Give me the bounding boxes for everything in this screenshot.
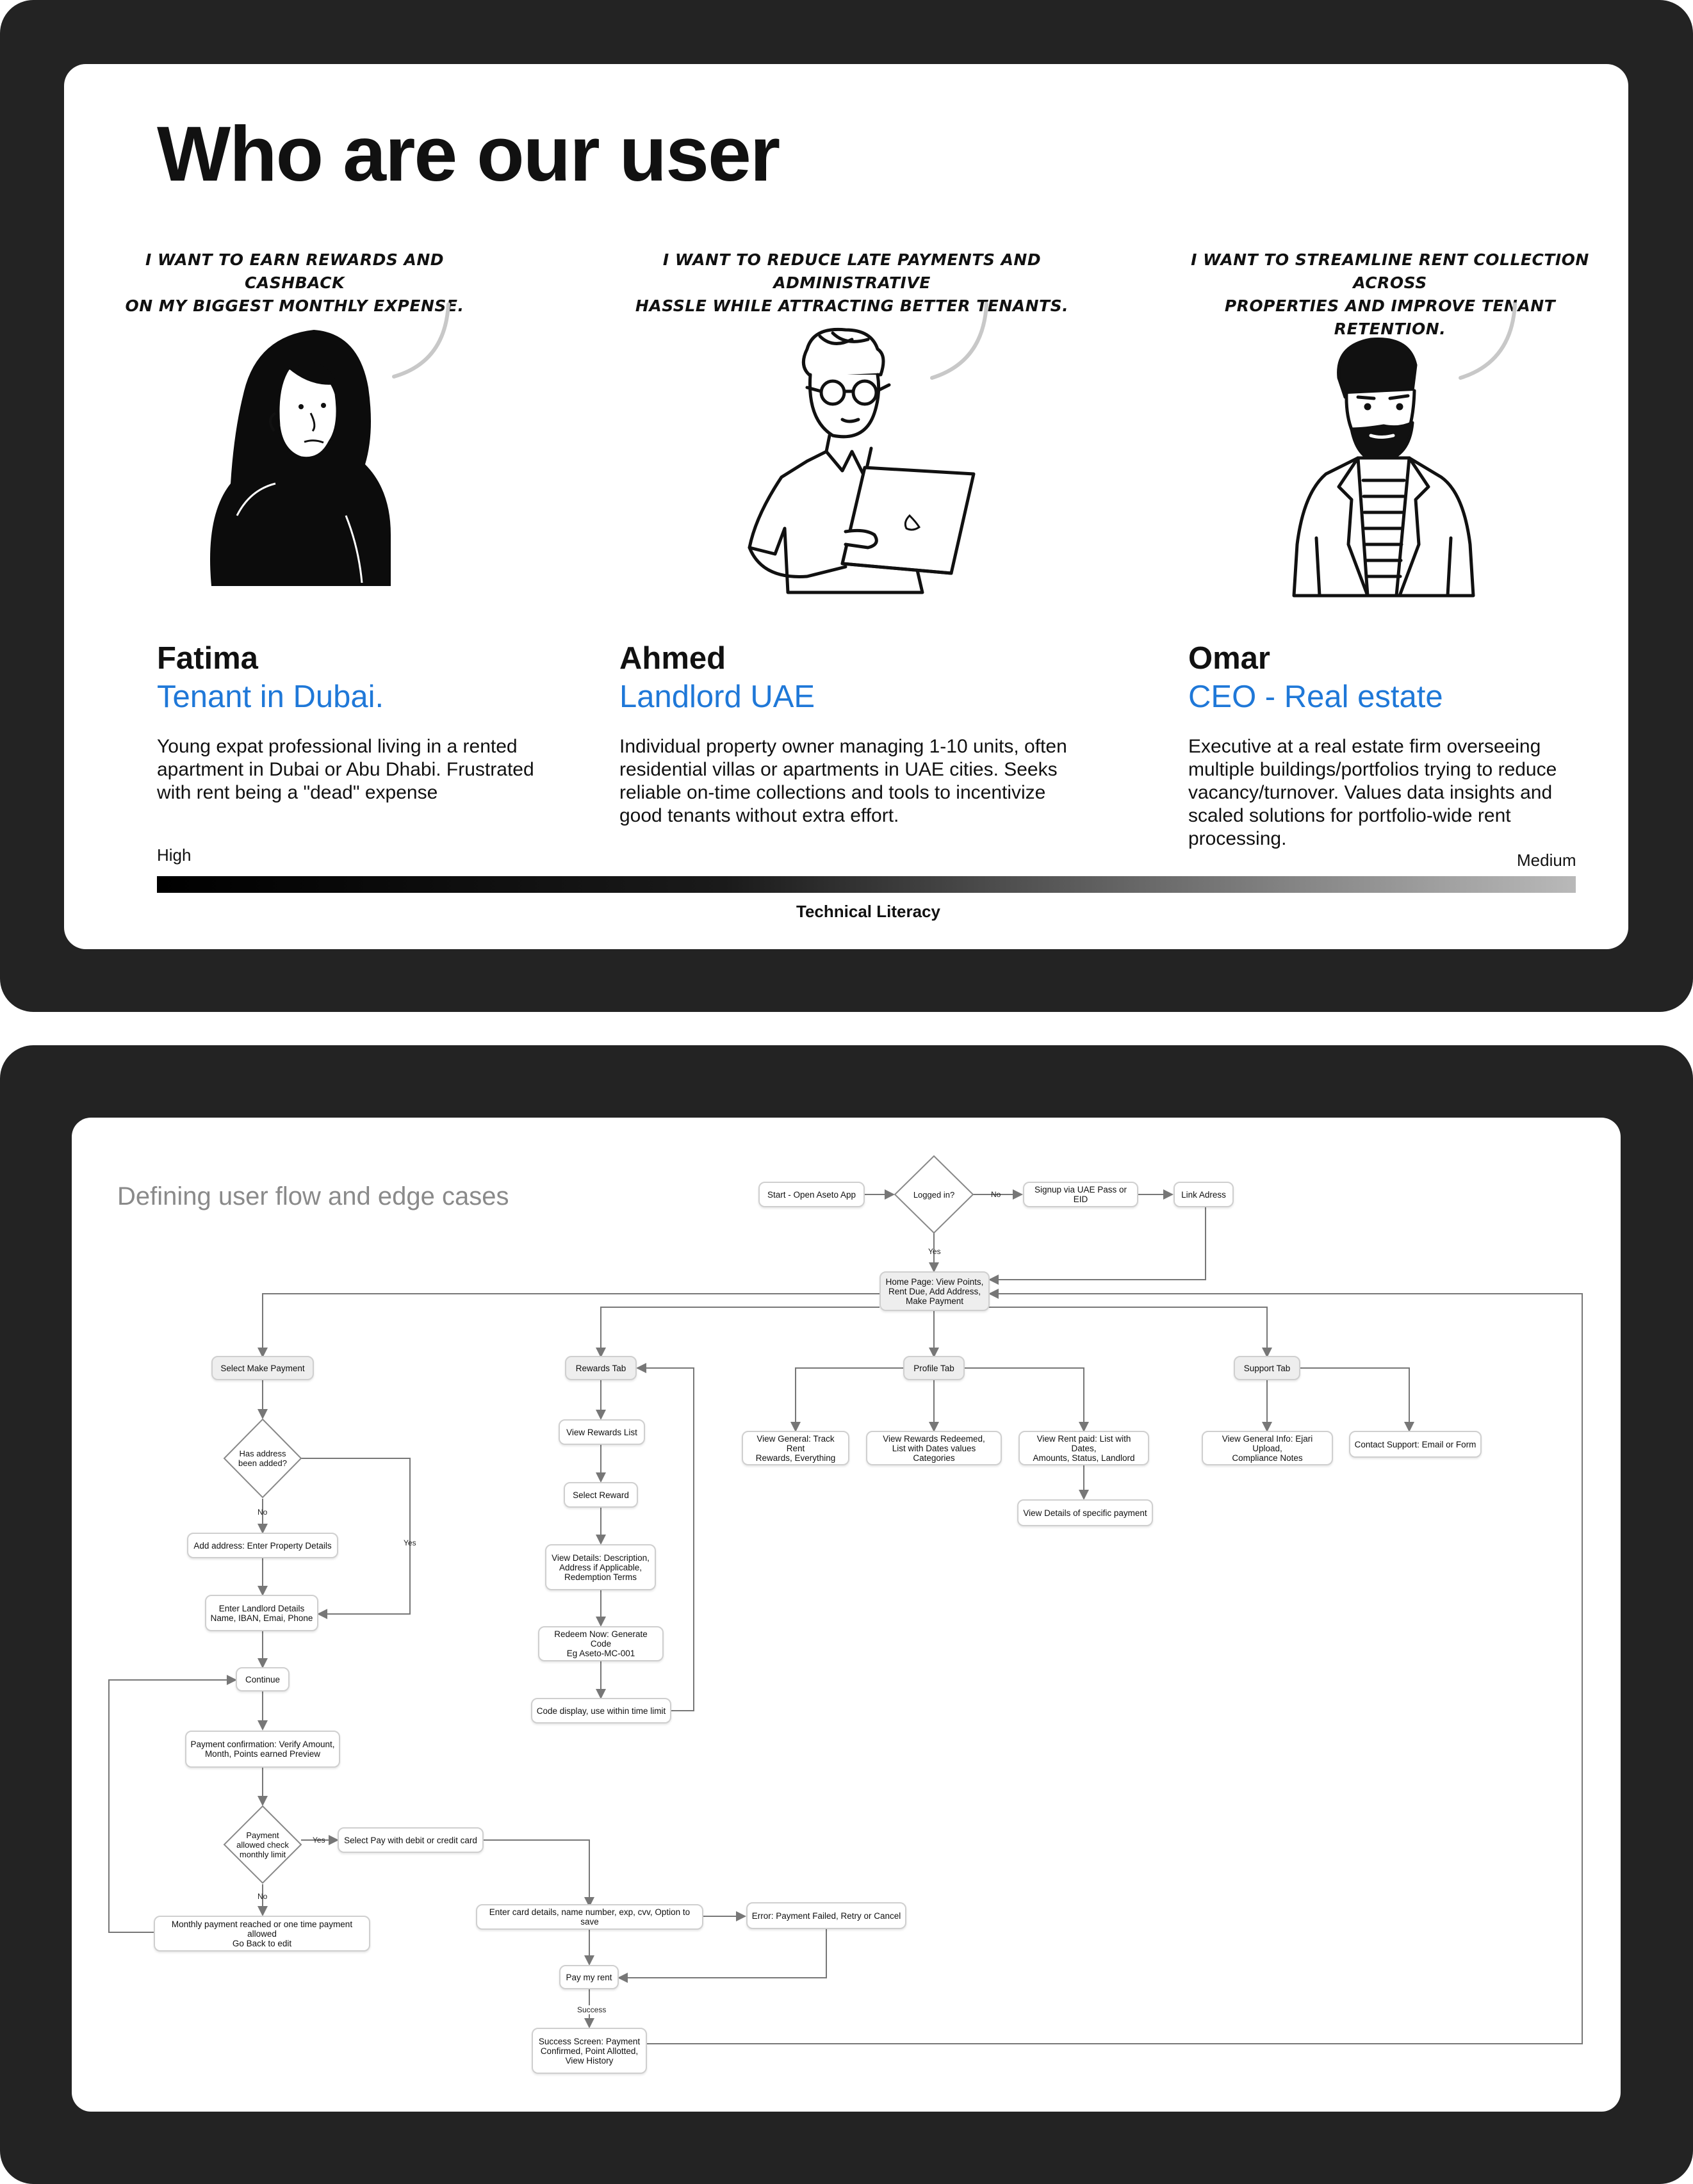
node-view-rewards-list: View Rewards List (559, 1419, 645, 1445)
edge-label-yes-landlord: Yes (404, 1538, 416, 1547)
edge-profile-general (796, 1368, 903, 1431)
edge-profile-rent (964, 1368, 1084, 1431)
scale-axis-label: Technical Literacy (796, 902, 940, 921)
scale-low-label: High (157, 845, 192, 865)
node-redeem: Redeem Now: Generate Code Eg Aseto-MC-001 (538, 1626, 664, 1661)
node-view-rewards-redeemed: View Rewards Redeemed, List with Dates values Categories (866, 1431, 1002, 1465)
edge-label-no-limit: No (258, 1892, 268, 1901)
node-continue: Continue (236, 1667, 290, 1691)
page-title: Who are our user (157, 110, 780, 197)
edge-link-home (990, 1207, 1206, 1280)
persona-quote-fatima: I WANT TO EARN REWARDS AND CASHBACK ON MY BIGGEST MONTHLY EXPENSE. (125, 250, 464, 315)
node-profile-tab: Profile Tab (903, 1356, 965, 1380)
edge-home-rewards (601, 1307, 879, 1357)
node-landlord-details: Enter Landlord Details Name, IBAN, Emai, Phone (205, 1595, 318, 1631)
node-view-general-track: View General: Track Rent Rewards, Everything (742, 1431, 849, 1465)
scale-high-label: Medium (1517, 851, 1576, 870)
edge-home-payment (263, 1294, 879, 1357)
persona-description-omar: Executive at a real estate firm overseeing multiple buildings/portfolios trying to reduce vacancy/turnover. Values data insights and scaled solutions for portfolio-wide rent processing. (1188, 736, 1557, 849)
node-rewards-tab: Rewards Tab (565, 1356, 637, 1380)
edge-limit-continue (109, 1680, 236, 1932)
persona-name-ahmed: Ahmed (619, 641, 726, 676)
persona-description-fatima: Young expat professional living in a rented apartment in Dubai or Abu Dhabi. Frustrated with rent being a "dead" expense (157, 736, 534, 803)
node-view-details: View Details: Description, Address if Applicable, Redemption Terms (545, 1544, 656, 1590)
persona-description-ahmed: Individual property owner managing 1-10 units, often residential villas or apartments in UAE cities. Seeks reliable on-time collections and tools to incentivize good tenants without extra effort. (619, 736, 1067, 826)
persona-name-omar: Omar (1188, 641, 1271, 676)
node-limit-reached: Monthly payment reached or one time payment allowed Go Back to edit (154, 1916, 370, 1952)
edge-label-success: Success (575, 2005, 608, 2014)
node-payment-confirmation: Payment confirmation: Verify Amount, Month, Points earned Preview (185, 1731, 340, 1768)
node-signup: Signup via UAE Pass or EID (1023, 1182, 1138, 1207)
persona-role-ahmed: Landlord UAE (619, 680, 815, 714)
persona-quote-omar: I WANT TO STREAMLINE RENT COLLECTION ACROSS PROPERTIES AND IMPROVE TENANT RETENTION. (1191, 250, 1589, 338)
persona-name-fatima: Fatima (157, 641, 258, 676)
edge-success-home (647, 1294, 1582, 2044)
decision-payment-allowed: Payment allowed check monthly limit (236, 1830, 289, 1859)
edge-label-no-signup: No (991, 1190, 1001, 1199)
persona-quote-ahmed: I WANT TO REDUCE LATE PAYMENTS AND ADMINISTRATIVE HASSLE WHILE ATTRACTING BETTER TENANTS. (635, 250, 1069, 315)
edge-support-contact (1300, 1368, 1409, 1431)
persona-role-omar: CEO - Real estate (1188, 680, 1443, 714)
flow-title: Defining user flow and edge cases (117, 1182, 509, 1210)
decision-has-address: Has address been added? (238, 1449, 287, 1468)
node-support-tab: Support Tab (1234, 1356, 1300, 1380)
edge-select-card (484, 1840, 589, 1906)
edge-home-support (988, 1307, 1267, 1357)
node-start: Start - Open Aseto App (758, 1182, 865, 1207)
node-view-specific-payment: View Details of specific payment (1017, 1499, 1153, 1526)
node-link-address: Link Adress (1174, 1182, 1234, 1207)
node-code-display: Code display, use within time limit (531, 1698, 671, 1724)
persona-role-fatima: Tenant in Dubai. (157, 680, 384, 714)
node-success: Success Screen: Payment Confirmed, Point Allotted, View History (532, 2028, 647, 2074)
node-error: Error: Payment Failed, Retry or Cancel (746, 1902, 906, 1929)
node-select-card: Select Pay with debit or credit card (338, 1827, 484, 1853)
node-view-rent-paid: View Rent paid: List with Dates, Amounts, Status, Landlord (1018, 1431, 1149, 1465)
edge-label-yes-home: Yes (928, 1247, 941, 1256)
node-select-make-payment: Select Make Payment (211, 1356, 314, 1380)
node-pay-rent: Pay my rent (559, 1965, 619, 1989)
edge-label-no-add: No (258, 1508, 268, 1517)
node-add-address: Add address: Enter Property Details (187, 1533, 338, 1558)
node-card-details: Enter card details, name number, exp, cvv, Option to save (476, 1904, 703, 1930)
edge-label-yes-card: Yes (313, 1836, 325, 1845)
node-contact-support: Contact Support: Email or Form (1349, 1431, 1482, 1458)
node-view-general-info: View General Info: Ejari Upload, Compliance Notes (1202, 1431, 1333, 1465)
edge-error-pay (619, 1928, 826, 1978)
node-select-reward: Select Reward (564, 1482, 638, 1508)
decision-logged-in: Logged in? (913, 1189, 955, 1200)
node-home-page: Home Page: View Points, Rent Due, Add Address, Make Payment (879, 1271, 990, 1311)
